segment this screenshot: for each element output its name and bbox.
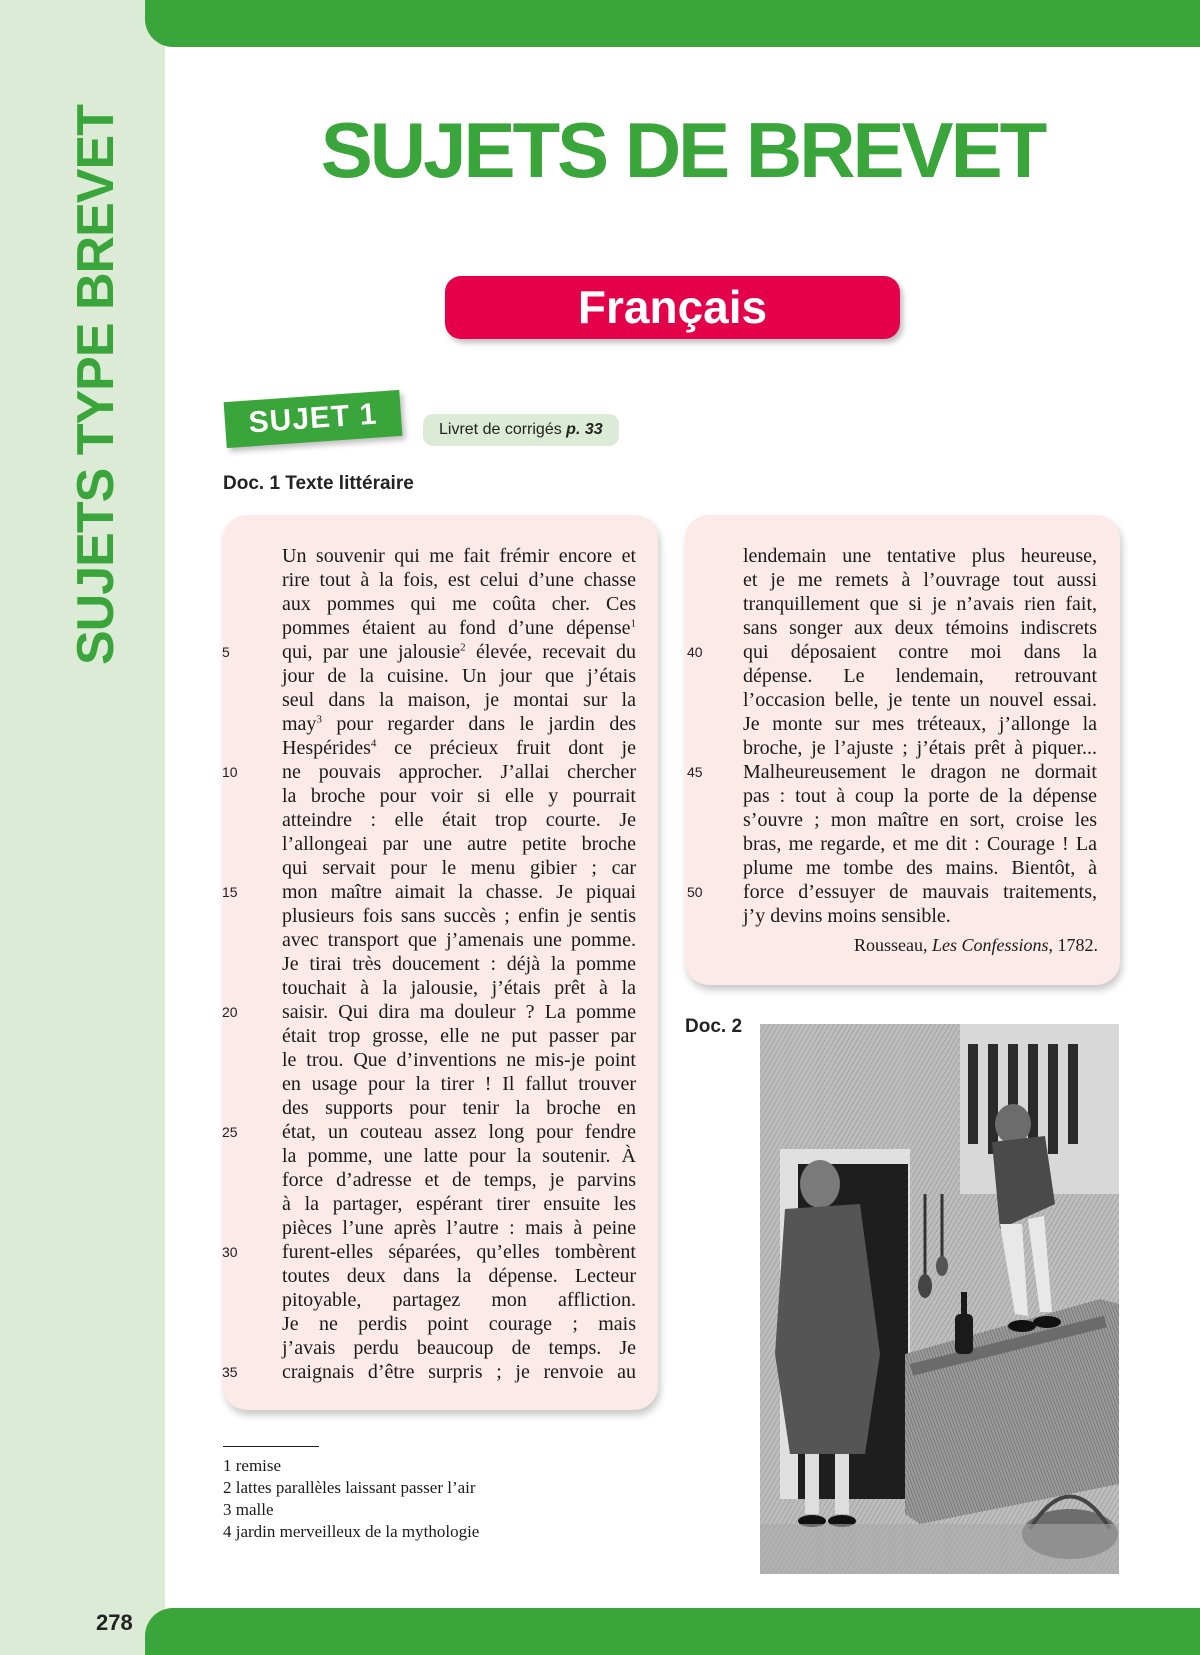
line-text: rire tout à la fois, est celui d’une chasse bbox=[282, 569, 636, 591]
text-line bbox=[282, 784, 636, 808]
line-text: craignais d’être surpris ; je renvoie au bbox=[282, 1361, 636, 1383]
text-line bbox=[282, 1312, 636, 1336]
line-text: force d’essuyer de mauvais traitements, bbox=[743, 881, 1097, 903]
footnote-ref: 3 bbox=[316, 713, 322, 726]
line-text: qui servait pour le menu gibier ; car bbox=[282, 857, 636, 879]
footnote-ref: 1 bbox=[630, 617, 636, 630]
text-line bbox=[222, 640, 636, 664]
text-line bbox=[282, 1096, 636, 1120]
line-number: 45 bbox=[687, 764, 703, 780]
text-line bbox=[282, 856, 636, 880]
line-text: mon maître aimait la chasse. Je piquai bbox=[282, 881, 636, 903]
line-number: 35 bbox=[222, 1364, 238, 1380]
line-text: pas : tout à coup la porte de la dépense bbox=[743, 785, 1097, 807]
engraving-image bbox=[760, 1024, 1119, 1574]
text-box-column-1 bbox=[223, 515, 658, 1410]
text-line bbox=[282, 832, 636, 856]
text-line bbox=[743, 616, 1097, 640]
text-line bbox=[282, 688, 636, 712]
line-number: 30 bbox=[222, 1244, 238, 1260]
text-line bbox=[282, 1336, 636, 1360]
subject-badge: Français bbox=[445, 276, 900, 339]
text-line bbox=[743, 736, 1097, 760]
text-line bbox=[282, 1192, 636, 1216]
text-line bbox=[282, 568, 636, 592]
line-number: 20 bbox=[222, 1004, 238, 1020]
line-text: may bbox=[282, 713, 317, 735]
line-text: Malheureusement le dragon ne dormait bbox=[743, 761, 1097, 783]
text-line bbox=[743, 568, 1097, 592]
text-line bbox=[282, 1048, 636, 1072]
footnote: 1 remise bbox=[223, 1456, 282, 1475]
line-text: à la partager, espérant tirer ensuite les bbox=[282, 1193, 636, 1215]
line-text: pitoyable, partagez mon affliction. bbox=[282, 1289, 636, 1311]
line-text: dépense. Le lendemain, retrouvant bbox=[743, 665, 1097, 687]
footnote-divider bbox=[223, 1446, 319, 1447]
text-line bbox=[687, 760, 1097, 784]
text-line bbox=[282, 616, 636, 640]
text-line bbox=[282, 664, 636, 688]
page-number: 278 bbox=[96, 1610, 133, 1635]
text-line bbox=[282, 592, 636, 616]
text-line bbox=[222, 1120, 636, 1144]
source-year: , 1782. bbox=[1048, 935, 1098, 955]
text-line bbox=[743, 808, 1097, 832]
text-line bbox=[743, 688, 1097, 712]
footnotes bbox=[223, 1455, 479, 1543]
line-text: saisir. Qui dira ma douleur ? La pomme bbox=[282, 1001, 636, 1023]
footnote: 3 malle bbox=[223, 1500, 274, 1519]
text-line bbox=[282, 976, 636, 1000]
line-text: des supports pour tenir la broche en bbox=[282, 1097, 636, 1119]
line-text: atteindre : elle était trop courte. Je bbox=[282, 809, 636, 831]
line-text: pièces l’une après l’autre : mais à peine bbox=[282, 1217, 636, 1239]
text-line bbox=[282, 904, 636, 928]
line-text: l’occasion belle, je tente un nouvel essai. bbox=[743, 689, 1097, 711]
line-text: pour regarder dans le jardin des bbox=[321, 713, 636, 735]
text-line bbox=[222, 1240, 636, 1264]
line-text: toutes deux dans la dépense. Lecteur bbox=[282, 1265, 636, 1287]
text-line bbox=[687, 640, 1097, 664]
text-line bbox=[687, 880, 1097, 904]
line-text: j’y devins moins sensible. bbox=[743, 905, 951, 927]
footnote: 4 jardin merveilleux de la mythologie bbox=[223, 1522, 480, 1541]
line-text: plume me tombe des mains. Bientôt, à bbox=[743, 857, 1097, 879]
doc1-label: Doc. 1 Texte littéraire bbox=[223, 473, 414, 494]
text-line bbox=[743, 544, 1097, 568]
text-line bbox=[222, 880, 636, 904]
line-text: la pomme, une latte pour la soutenir. À bbox=[282, 1145, 636, 1167]
side-title-text: SUJETS TYPE BREVET bbox=[67, 105, 125, 665]
line-text: aux pommes qui me coûta cher. Ces bbox=[282, 593, 636, 615]
line-text: Un souvenir qui me fait frémir encore et bbox=[282, 545, 636, 567]
text-line bbox=[222, 1360, 636, 1384]
source-title: Les Confessions bbox=[931, 935, 1049, 955]
bottom-bar bbox=[145, 1608, 1200, 1655]
line-text: en usage pour la tirer ! Il fallut trouver bbox=[282, 1073, 636, 1095]
line-text: Je ne perdis point courage ; mais bbox=[282, 1313, 636, 1335]
line-text: jour de la cuisine. Un jour que j’étais bbox=[282, 665, 636, 687]
text-line bbox=[282, 736, 636, 760]
line-number: 40 bbox=[687, 644, 703, 660]
text-box-column-2 bbox=[685, 515, 1120, 985]
line-text: élevée, recevait du bbox=[465, 641, 636, 663]
line-text: lendemain une tentative plus heureuse, bbox=[743, 545, 1097, 567]
line-text: qui, par une jalousie bbox=[282, 641, 461, 663]
text-line bbox=[282, 1264, 636, 1288]
line-text: l’allongeai par une autre petite broche bbox=[282, 833, 636, 855]
line-text: pommes étaient au fond d’une dépense bbox=[282, 617, 631, 639]
text-line bbox=[282, 1216, 636, 1240]
line-text: état, un couteau assez long pour fendre bbox=[282, 1121, 636, 1143]
line-text: bras, me regarde, et me dit : Courage ! La bbox=[743, 833, 1097, 855]
line-text: la broche pour voir si elle y pourrait bbox=[282, 785, 636, 807]
doc2-label: Doc. 2 bbox=[685, 1016, 743, 1037]
text-line bbox=[282, 1144, 636, 1168]
page-title: SUJETS DE BREVET bbox=[320, 106, 1045, 194]
line-text: tranquillement que si je n’avais rien fait, bbox=[743, 593, 1097, 615]
text-lines bbox=[222, 544, 636, 1384]
line-number: 50 bbox=[687, 884, 703, 900]
line-text: le trou. Que d’inventions ne mis-je point bbox=[282, 1049, 636, 1071]
text-line bbox=[282, 928, 636, 952]
source-author: Rousseau, bbox=[853, 935, 932, 955]
text-line bbox=[222, 1000, 636, 1024]
line-text: furent-elles séparées, qu’elles tombèrent bbox=[282, 1241, 636, 1263]
text-line bbox=[282, 1072, 636, 1096]
corriges-text: Livret de corrigés bbox=[439, 421, 567, 438]
text-line bbox=[222, 760, 636, 784]
text-line bbox=[743, 856, 1097, 880]
line-text: sans songer aux deux témoins indiscrets bbox=[743, 617, 1097, 639]
text-line bbox=[282, 1024, 636, 1048]
corriges-page: p. 33 bbox=[566, 421, 603, 438]
text-line bbox=[282, 952, 636, 976]
line-text: et je me remets à l’ouvrage tout aussi bbox=[743, 569, 1097, 591]
top-bar bbox=[145, 0, 1200, 47]
line-text: qui déposaient contre moi dans la bbox=[743, 641, 1097, 663]
text-line bbox=[743, 904, 1097, 928]
footnote-ref: 2 bbox=[460, 641, 466, 654]
line-text: j’avais perdu beaucoup de temps. Je bbox=[282, 1337, 636, 1359]
text-line bbox=[282, 544, 636, 568]
line-text: plusieurs fois sans succès ; enfin je sentis bbox=[282, 905, 636, 927]
text-line bbox=[743, 592, 1097, 616]
line-text: touchait à la jalousie, j’étais prêt à la bbox=[282, 977, 636, 999]
line-number: 25 bbox=[222, 1124, 238, 1140]
line-text: Hespérides bbox=[282, 737, 371, 759]
text-line bbox=[743, 784, 1097, 808]
footnote-ref: 4 bbox=[370, 737, 377, 750]
line-text: s’ouvre ; mon maître en sort, croise les bbox=[743, 809, 1097, 831]
line-number: 5 bbox=[222, 644, 230, 660]
text-line bbox=[743, 832, 1097, 856]
line-text: ne pouvais approcher. J’allai chercher bbox=[282, 761, 636, 783]
line-text: seul dans la maison, je montai sur la bbox=[282, 689, 636, 711]
text-line bbox=[282, 808, 636, 832]
corriges-reference bbox=[423, 414, 619, 446]
line-text: force d’adresse et de temps, je parvins bbox=[282, 1169, 636, 1191]
sujet-tag: SUJET 1 bbox=[224, 390, 403, 448]
text-line bbox=[743, 712, 1097, 736]
line-text: Je monte sur mes tréteaux, j’allonge la bbox=[743, 713, 1097, 735]
footnote: 2 lattes parallèles laissant passer l’air bbox=[223, 1478, 476, 1497]
line-text: était trop grosse, elle ne put passer par bbox=[282, 1025, 636, 1047]
text-line bbox=[282, 1288, 636, 1312]
text-line bbox=[743, 664, 1097, 688]
line-text: broche, je l’ajuste ; j’étais prêt à piquer... bbox=[743, 737, 1097, 759]
text-line bbox=[282, 712, 636, 736]
line-text: ce précieux fruit dont je bbox=[376, 737, 636, 759]
text-line bbox=[282, 1168, 636, 1192]
engraving-illustration bbox=[760, 1024, 1119, 1574]
line-text: Je tirai très doucement : déjà la pomme bbox=[282, 953, 636, 975]
line-number: 15 bbox=[222, 884, 238, 900]
text-lines bbox=[687, 544, 1097, 928]
line-number: 10 bbox=[222, 764, 238, 780]
line-text: avec transport que j’amenais une pomme. bbox=[282, 929, 636, 951]
source-citation bbox=[854, 935, 1098, 956]
